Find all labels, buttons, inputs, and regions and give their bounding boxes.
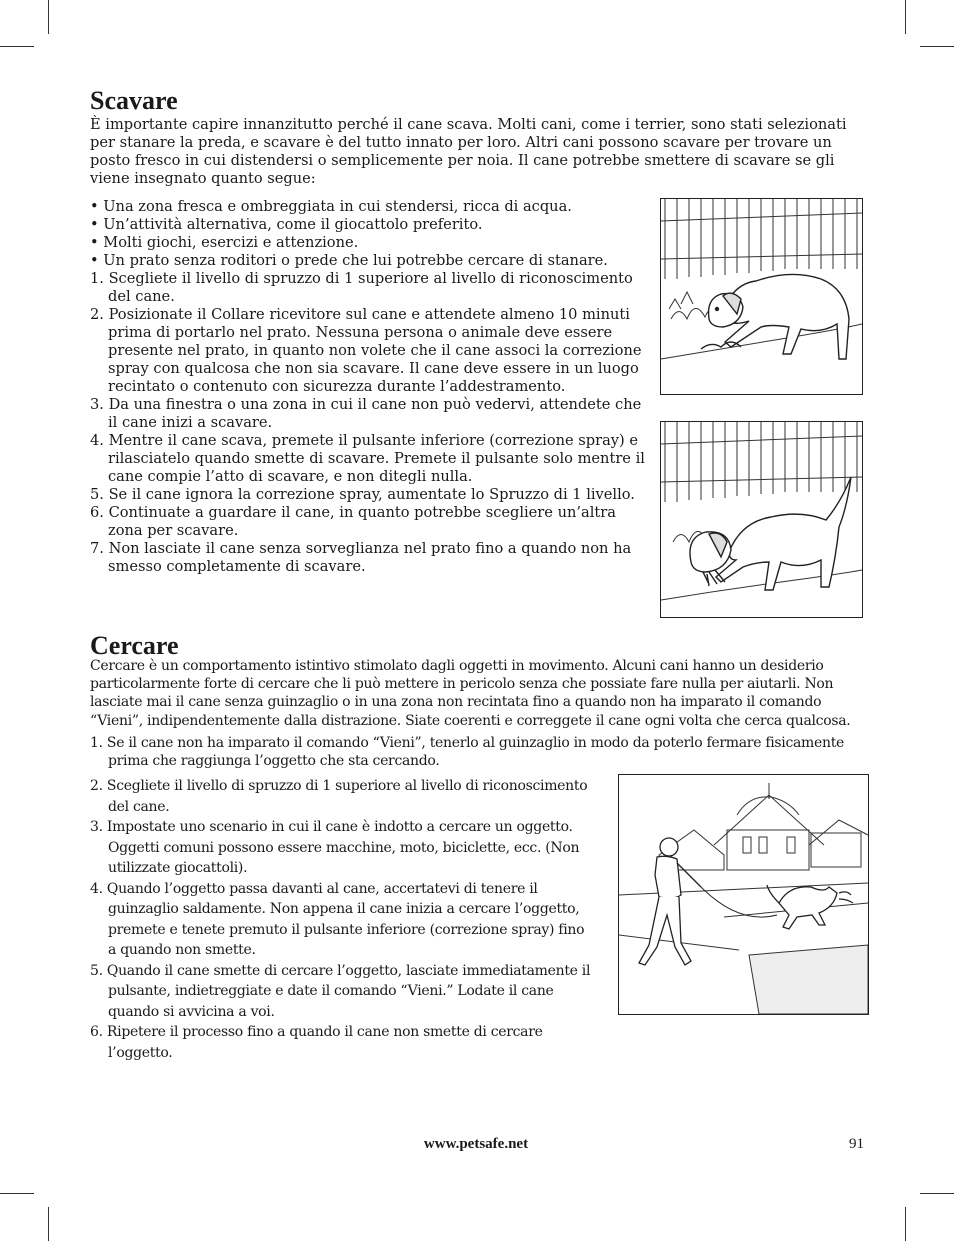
cercare-intro: Cercare è un comportamento istintivo stimolato dagli oggetti in movimento. Alcuni cani hanno un desiderio particolarmente forte di cercare che li può mettere in pericolo senza che possiate fare nulla per aiutarli. Non lasciate mai il cane senza guinzaglio o in una zona non recintata fino a quando non ha imparato il comando “Vieni”, indipendentemente dalla distrazione. Siate coerenti e correggete il cane ogni volta che cerca qualcosa.	[90, 658, 851, 729]
list-item: 3. Impostate uno scenario in cui il cane è indotto a cercare un oggetto. Oggetti comuni possono essere macchine, moto, biciclette, ecc. (Non utilizzate giocattoli).	[90, 819, 580, 876]
fence-slats	[665, 199, 857, 279]
dog-digging-spray-illustration	[660, 421, 863, 618]
cercare-heading: Cercare	[90, 631, 179, 660]
crop-mark	[0, 46, 34, 47]
dog-chasing-cat-illustration	[618, 774, 869, 1015]
footer-website-link[interactable]: www.petsafe.net	[423, 1136, 529, 1152]
scavare-bullet-list	[90, 198, 652, 270]
cercare-steps	[90, 776, 595, 1063]
scavare-heading: Scavare	[90, 86, 178, 115]
list-item: 4. Mentre il cane scava, premete il pulsante inferiore (correzione spray) e rilasciatelo quando smette di scavare. Premete il pulsante solo mentre il cane compie l’atto di scavare, e non ditegli nulla.	[90, 432, 645, 485]
dog-digging-illustration	[660, 198, 863, 395]
list-item: • Un’attività alternativa, come il giocattolo preferito.	[90, 216, 483, 233]
crop-mark	[905, 1207, 906, 1241]
list-item: • Molti giochi, esercizi e attenzione.	[90, 234, 359, 251]
list-item: 1. Scegliete il livello di spruzzo di 1 superiore al livello di riconoscimento del cane.	[90, 270, 633, 305]
list-item: 7. Non lasciate il cane senza sorveglianza nel prato fino a quando non ha smesso completamente di scavare.	[90, 540, 632, 575]
list-item: 4. Quando l’oggetto passa davanti al cane, accertatevi di tenere il guinzaglio saldamente. Non appena il cane inizia a cercare l’oggetto, premete e tenete premuto il pulsante inferiore (correzione spray) fino a quando non smette.	[90, 880, 585, 958]
list-item: • Un prato senza roditori o prede che lui potrebbe cercare di stanare.	[90, 252, 608, 269]
page-number: 91	[849, 1136, 864, 1152]
scavare-intro: È importante capire innanzitutto perché il cane scava. Molti cani, come i terrier, sono stati selezionati per stanare la preda, e scavare è del tutto innato per loro. Altri cani possono scavare per trovare un posto fresco in cui distendersi o semplicemente per noia. Il cane potrebbe smettere di scavare se gli viene insegnato quanto segue:	[90, 116, 847, 187]
cercare-step1-list	[90, 734, 862, 770]
crop-mark	[48, 0, 49, 34]
list-item: 2. Posizionate il Collare ricevitore sul cane e attendete almeno 10 minuti prima di portarlo nel prato. Nessuna persona o animale deve essere presente nel prato, in quanto non volete che il cane associ la correzione spray con qualcosa che non sia scavare. Il cane deve essere in un luogo recintato o contenuto con sicurezza durante l’addestramento.	[90, 306, 642, 395]
scavare-steps	[90, 270, 650, 576]
crop-mark	[0, 1193, 34, 1194]
list-item: 6. Continuate a guardare il cane, in quanto potrebbe scegliere un’altra zona per scavare.	[90, 504, 616, 539]
list-item: 5. Se il cane ignora la correzione spray, aumentate lo Spruzzo di 1 livello.	[90, 486, 635, 503]
list-item: 1. Se il cane non ha imparato il comando “Vieni”, tenerlo al guinzaglio in modo da poterlo fermare fisicamente prima che raggiunga l’oggetto che sta cercando.	[90, 735, 845, 770]
crop-mark	[920, 46, 954, 47]
crop-mark	[920, 1193, 954, 1194]
crop-mark	[48, 1207, 49, 1241]
list-item: • Una zona fresca e ombreggiata in cui stendersi, ricca di acqua.	[90, 198, 572, 215]
list-item: 6. Ripetere il processo fino a quando il cane non smette di cercare l’oggetto.	[90, 1024, 543, 1061]
list-item: 5. Quando il cane smette di cercare l’oggetto, lasciate immediatamente il pulsante, indietreggiate e date il comando “Vieni.” Lodate il cane quando si avvicina a voi.	[90, 962, 591, 1020]
list-item: 2. Scegliete il livello di spruzzo di 1 superiore al livello di riconoscimento del cane.	[90, 778, 588, 815]
crop-mark	[905, 0, 906, 34]
list-item: 3. Da una finestra o una zona in cui il cane non può vedervi, attendete che il cane inizi a scavare.	[90, 396, 642, 431]
